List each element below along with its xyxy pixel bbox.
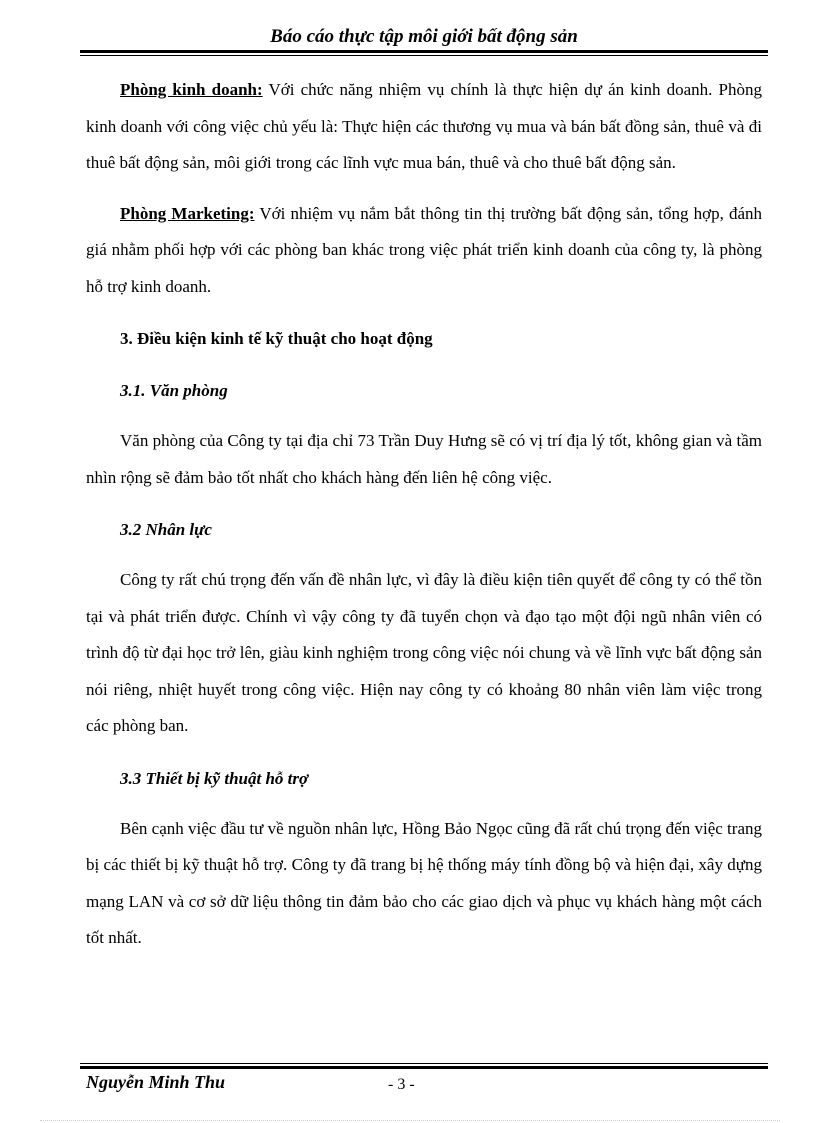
section-heading-3: 3. Điều kiện kinh tế kỹ thuật cho hoạt động [120,329,433,348]
text-phong-marketing: Với nhiệm vụ nắm bắt thông tin thị trường bất động sản, tổng hợp, đánh giá nhằm phối hợp với các phòng ban khác trong việc phát triển kinh doanh của công ty, là phòng hỗ trợ kinh doanh. [86,203,762,296]
label-phong-kinh-doanh: Phòng kinh doanh: [120,80,263,99]
subheading-3-3: 3.3 Thiết bị kỹ thuật hỗ trợ [120,768,309,788]
header-rule-thin [80,55,768,56]
paragraph-3-1: Văn phòng của Công ty tại địa chỉ 73 Trần Duy Hưng sẽ có vị trí địa lý tốt, không gian và tầm nhìn rộng sẽ đảm bảo tốt nhất cho khách hàng đến liên hệ công việc. [86,431,762,487]
text-phong-kinh-doanh: Với chức năng nhiệm vụ chính là thực hiện dự án kinh doanh. Phòng kinh doanh với công việc chủ yếu là: Thực hiện các thương vụ mua và bán bất đồng sản, thuê và đi thuê bất động sản, môi giới trong các lĩnh vực mua bán, thuê và cho thuê bất động sản. [86,80,763,172]
subheading-3-2: 3.2 Nhân lực [120,520,212,539]
paragraph-marketing [86,196,762,306]
paragraph-3-2: Công ty rất chú trọng đến vấn đề nhân lực, vì đây là điều kiện tiên quyết để công ty có thể tồn tại và phát triển được. Chính vì vậy công ty đã tuyển chọn và đạo tạo một đội ngũ nhân viên có trình độ từ đại học trở lên, giàu kinh nghiệm trong công việc nói chung và về lĩnh vực bất động sản nói riêng, nhiệt huyết trong công việc. Hiện nay công ty có khoảng 80 nhân viên làm việc trong các phòng ban. [86,570,762,735]
page-number: - 3 - [388,1076,415,1093]
footer-rule [80,1066,768,1069]
footer-author: Nguyễn Minh Thu [86,1072,226,1092]
paragraph-kinh-doanh [86,72,762,182]
header-rule [80,50,768,53]
subheading-3-1: 3.1. Văn phòng [120,381,228,400]
footer-rule-thin [80,1063,768,1064]
label-phong-marketing: Phòng Marketing: [120,203,255,223]
page-header-title: Báo cáo thực tập môi giới bất động sản [270,26,578,47]
page-edge-divider [40,1120,780,1121]
document-body [86,72,762,957]
paragraph-3-3: Bên cạnh việc đầu tư về nguồn nhân lực, Hồng Bảo Ngọc cũng đã rất chú trọng đến việc trang bị các thiết bị kỹ thuật hỗ trợ. Công ty đã trang bị hệ thống máy tính đồng bộ và hiện đại, xây dựng mạng LAN và cơ sở dữ liệu thông tin đảm bảo cho các giao dịch và phục vụ khách hàng một cách tốt nhất. [86,818,762,947]
